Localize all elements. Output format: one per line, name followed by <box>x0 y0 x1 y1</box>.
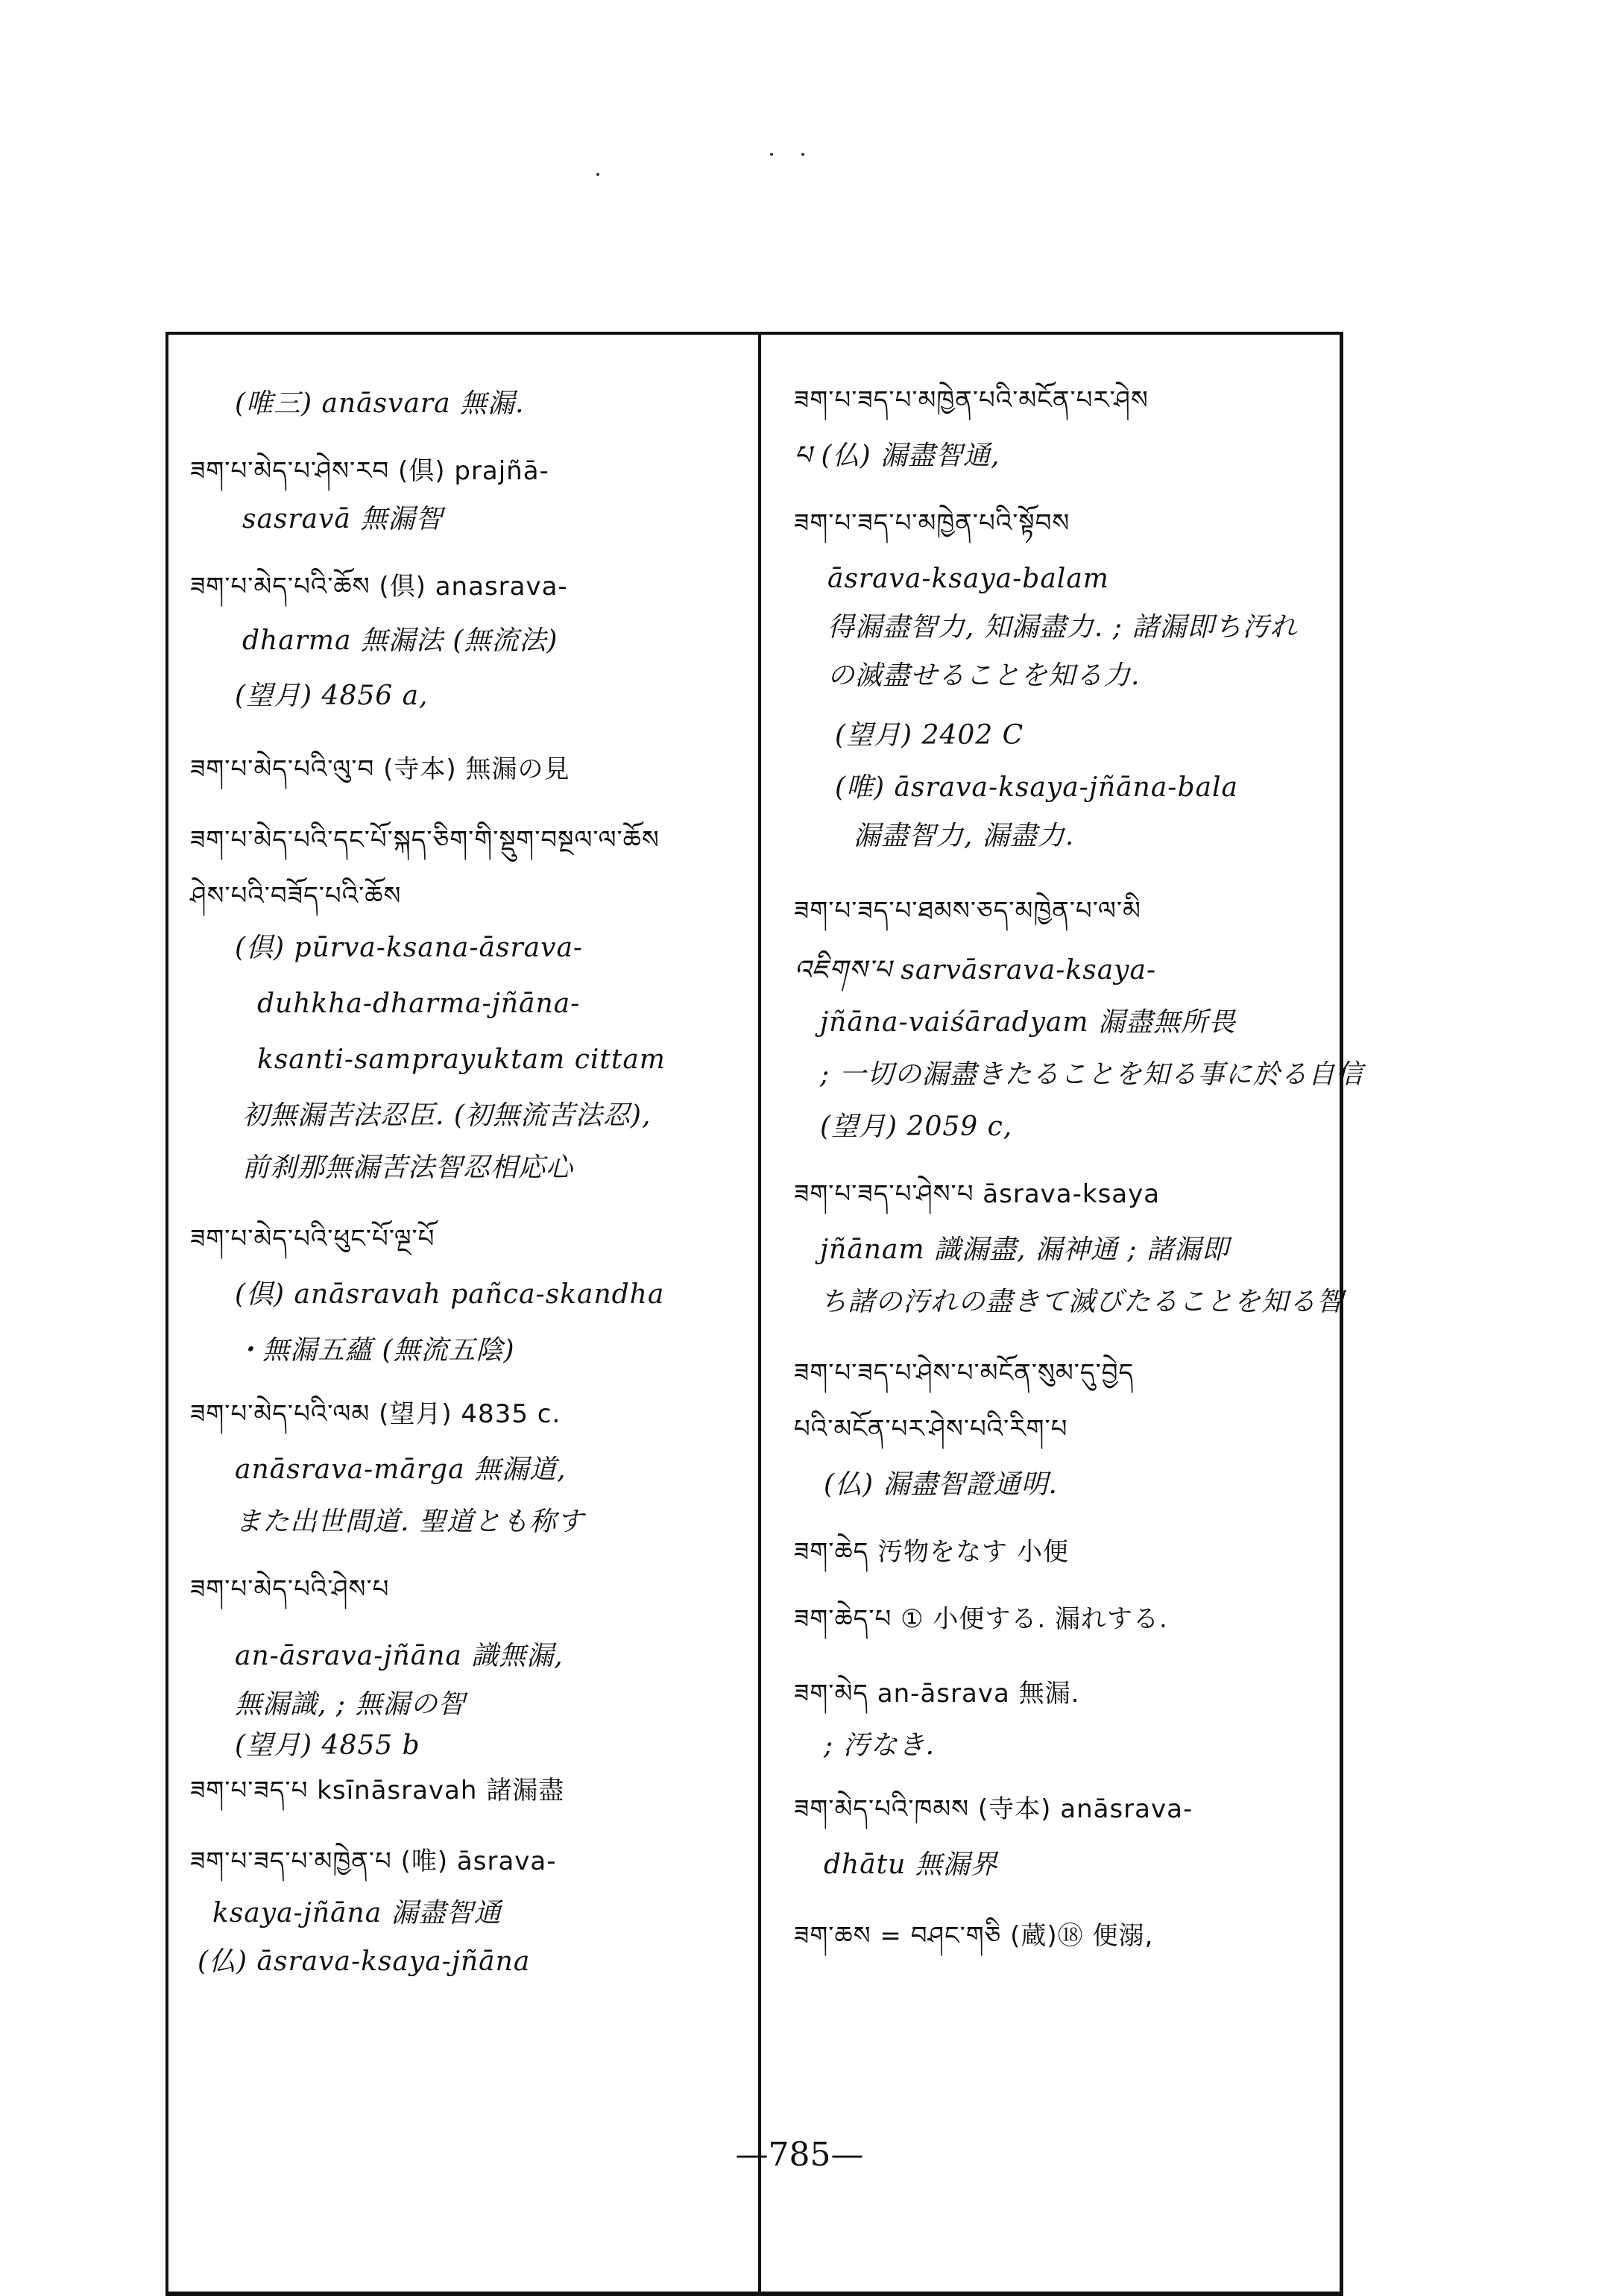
entry-line: (望月) 2059 c, <box>820 1111 1013 1142</box>
entry-line: ཟག་པ་ཟད་པ་མཁྱེན་པའི་མངོན་པར་ཤེས <box>794 385 1149 415</box>
entry-line: 前刹那無漏苦法智忍相応心 <box>242 1152 574 1183</box>
entry-line: ・無漏五蘊 (無流五陰) <box>235 1335 515 1366</box>
entry-line: (望月) 4856 a, <box>235 681 429 711</box>
entry-line: ཟག་པ་མེད་པ་ཤེས་རབ (倶) prajñā- <box>190 456 549 486</box>
entry-line: ཟག་མེད an-āsrava 無漏. <box>794 1679 1080 1709</box>
entry-line: ksanti-samprayuktam cittam <box>257 1044 666 1075</box>
entry-line: 漏盡智力, 漏盡力. <box>854 821 1075 851</box>
entry-line: ཟག་པ་ཟད་པ་ཐམས་ཅད་མཁྱེན་པ་ལ་མི <box>794 896 1141 926</box>
entry-line: (唯三) anāsvara 無漏. <box>235 388 525 419</box>
entry-line: ཟག་པ་མེད་པའི་ཤེས་པ <box>190 1574 390 1604</box>
entry-line: ksaya-jñāna 漏盡智通 <box>212 1898 502 1928</box>
entry-line: duhkha-dharma-jñāna- <box>257 988 581 1019</box>
entry-line: ち諸の汚れの盡きて滅びたることを知る智 <box>820 1287 1345 1317</box>
entry-line: (望月) 4855 b <box>235 1730 420 1761</box>
entry-line: ཟག་ཆེད་པ ① 小便する. 漏れする. <box>794 1604 1168 1634</box>
entry-line: ཟག་པ་མེད་པའི་ཕུང་པོ་ལྔ་པོ <box>190 1224 435 1254</box>
entry-line: ཟག་པ་ཟད་པ ksīnāsravah 諸漏盡 <box>190 1776 565 1805</box>
entry-line: dharma 無漏法 (無流法) <box>242 625 558 656</box>
entry-line: ཟག་པ་མེད་པའི་དང་པོ་སྐད་ཅིག་གི་སྡུག་བསྔལ་ལ་ཆོས <box>190 825 660 855</box>
entry-line: (望月) 2402 C <box>835 720 1024 751</box>
page-number: —785— <box>735 2136 864 2174</box>
entry-line: jñānam 識漏盡, 漏神通 ; 諸漏即 <box>820 1234 1229 1265</box>
entry-line: ཟག་ཆས = བཤང་གཅི (蔵)⑱ 便溺, <box>794 1921 1154 1951</box>
entry-line: ; 一切の漏盡きたることを知る事に於る自信 <box>820 1059 1363 1090</box>
scan-speck <box>596 173 599 176</box>
entry-line: jñāna-vaiśāradyam 漏盡無所畏 <box>820 1007 1236 1038</box>
entry-line: ཟག་པ་ཟད་པ་ཤེས་པ āsrava-ksaya <box>794 1179 1161 1209</box>
entry-line: ཟག་པ་ཟད་པ་མཁྱེན་པ (唯) āsrava- <box>190 1846 557 1876</box>
entry-line: anāsrava-mārga 無漏道, <box>235 1454 567 1485</box>
entry-line: sasravā 無漏智 <box>242 504 444 534</box>
entry-line: ཟག་ཆེད 汚物をなす 小便 <box>794 1537 1069 1567</box>
entry-line: (倶) pūrva-ksana-āsrava- <box>235 933 584 963</box>
entry-line: (唯) āsrava-ksaya-jñāna-bala <box>835 772 1238 803</box>
entry-line: པ (仏) 漏盡智通, <box>794 441 1000 471</box>
entry-line: ཟག་པ་མེད་པའི་ཆོས (倶) anasrava- <box>190 572 568 602</box>
scan-speck <box>770 153 773 156</box>
entry-line: ཟག་པ་མེད་པའི་ལུ་བ (寺本) 無漏の見 <box>190 754 570 784</box>
entry-line: また出世間道. 聖道とも称す <box>235 1507 584 1537</box>
entry-line: 無漏識, ; 無漏の智 <box>235 1689 466 1720</box>
entry-line: ཟག་པ་མེད་པའི་ལམ (望月) 4835 c. <box>190 1399 561 1429</box>
entry-line: ཤེས་པའི་བཟོད་པའི་ཆོས <box>190 881 402 911</box>
entry-line: ཟག་མེད་པའི་ཁམས (寺本) anāsrava- <box>794 1794 1193 1824</box>
scan-speck <box>801 153 804 156</box>
entry-line: ཟག་པ་ཟད་པ་མཁྱེན་པའི་སྟོབས <box>794 508 1070 538</box>
entry-line: āsrava-ksaya-balam <box>827 564 1109 594</box>
entry-line: (仏) āsrava-ksaya-jñāna <box>198 1946 531 1977</box>
entry-line: an-āsrava-jñāna 識無漏, <box>235 1641 564 1671</box>
entry-line: dhātu 無漏界 <box>824 1849 998 1880</box>
column-divider <box>758 335 761 2296</box>
entry-line: (仏) 漏盡智證通明. <box>824 1469 1058 1500</box>
entry-line: འཇིགས་པ sarvāsrava-ksaya- <box>794 955 1157 985</box>
entry-line: ཟག་པ་ཟད་པ་ཤེས་པ་མངོན་སུམ་དུ་བྱེད <box>794 1358 1135 1388</box>
entry-line: (倶) anāsravah pañca-skandha <box>235 1279 665 1310</box>
entry-line: 得漏盡智力, 知漏盡力. ; 諸漏即ち汚れ <box>827 612 1298 643</box>
entry-line: 初無漏苦法忍臣. (初無流苦法忍), <box>242 1100 652 1131</box>
entry-line: ; 汚なき. <box>824 1730 936 1761</box>
entry-line: の滅盡せることを知る力. <box>827 660 1141 691</box>
entry-line: པའི་མངོན་པར་ཤེས་པའི་རིག་པ <box>794 1414 1068 1444</box>
